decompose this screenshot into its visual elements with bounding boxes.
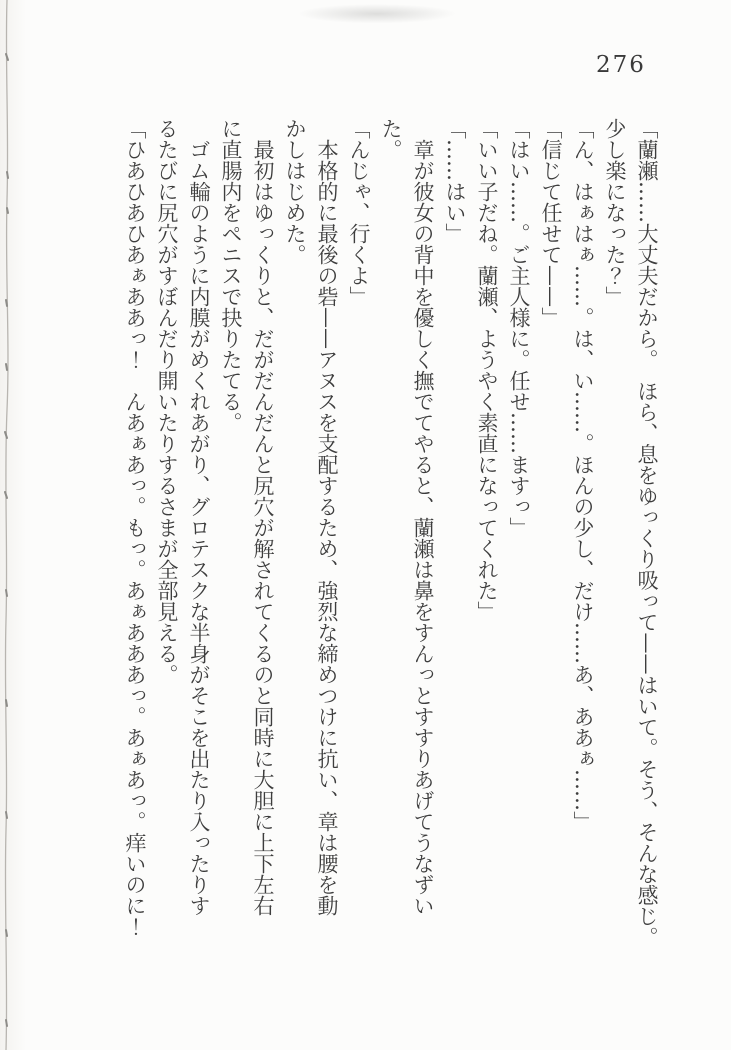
text-line: 「んじゃ、行くよ」 <box>347 118 371 307</box>
text-line: かしはじめた。 <box>283 118 307 265</box>
text-line: 「いい子だね。蘭瀬、ようやく素直になってくれた」 <box>475 118 499 622</box>
text-line: 章が彼女の背中を優しく撫でてやると、蘭瀬は鼻をすんっとすすりあげてうなずい <box>411 118 435 916</box>
text-line: 「ん、はぁはぁ……。は、い……。ほんの少し、だけ……あ、ああぁ……」 <box>571 118 595 832</box>
text-line: 本格的に最後の砦——アヌスを支配するため、強烈な締めつけに抗い、章は腰を動 <box>315 118 339 916</box>
scan-binding-edge-artifact <box>0 0 40 1050</box>
text-line: 「ひあひあひあぁああっ！ んあぁあっ。もっ。あぁあああっ。あぁあっ。痒いのに！ <box>123 118 147 937</box>
text-line: 「はい……。ご主人様に。任せ……ますっ」 <box>507 118 531 538</box>
text-line: 「蘭瀬……大丈夫だから。 ほら、息をゆっくり吸って——はいて。そう、そんな感じ。 <box>635 118 659 948</box>
text-line: るたびに尻穴がすぼんだり開いたりするさまが全部見える。 <box>155 118 179 685</box>
text-line: 少し楽になった？」 <box>603 118 627 307</box>
text-line: に直腸内をペニスで抉りたてる。 <box>219 118 243 433</box>
text-line: た。 <box>379 118 403 160</box>
text-line: 最初はゆっくりと、だがだんだんと尻穴が解されてくるのと同時に大胆に上下左右 <box>251 118 275 916</box>
text-line: 「……はい」 <box>443 118 467 244</box>
page-number: 276 <box>596 52 646 78</box>
body-text <box>119 118 663 992</box>
scan-smudge-artifact <box>272 2 482 28</box>
text-line: 「信じて任せて——」 <box>539 118 563 328</box>
text-line: ゴム輪のように内膜がめくれあがり、グロテスクな半身がそこを出たり入ったりす <box>187 118 211 916</box>
